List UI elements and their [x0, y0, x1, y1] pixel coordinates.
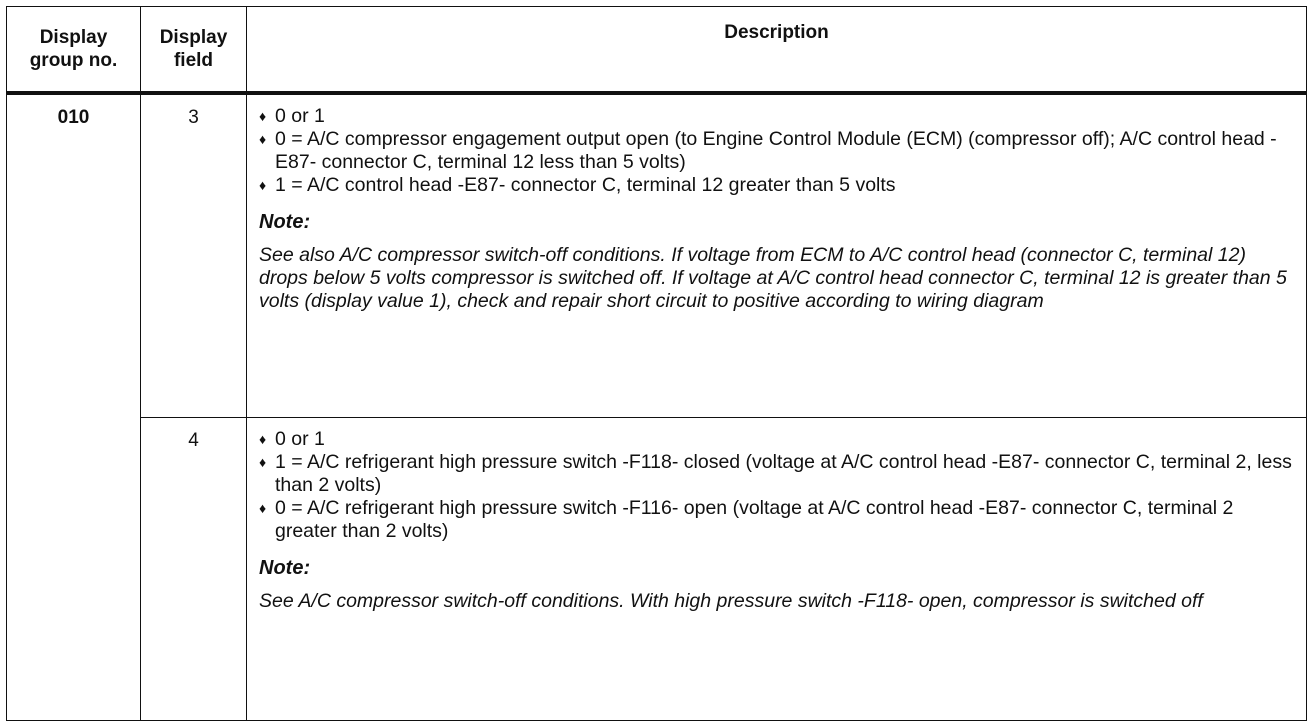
header-display-field — [141, 7, 247, 94]
table-row — [7, 93, 1307, 418]
bullet-text: 0 or 1 — [275, 428, 325, 450]
display-group-table — [6, 6, 1307, 721]
bullet-item — [259, 428, 1300, 451]
note-heading: Note: — [259, 557, 311, 579]
bullet-list — [259, 428, 1300, 543]
bullet-item — [259, 451, 1300, 497]
note-text: See also A/C compressor switch-off conditions. If voltage from ECM to A/C control head (connector C, terminal 12) drops below 5 volts compressor is switched off. If voltage at A/C control head connector C, terminal 12 is greater than 5 volts (display value 1), check and repair short circuit to positive according to wiring diagram — [259, 244, 1287, 312]
display-field-number: 3 — [141, 93, 247, 418]
display-group-number: 010 — [7, 93, 141, 721]
bullet-item — [259, 497, 1300, 543]
note-heading: Note: — [259, 211, 311, 233]
header-description: Description — [247, 7, 1307, 94]
bullet-text: 0 or 1 — [275, 105, 325, 127]
header-group-line1: Display — [39, 27, 108, 48]
description-cell — [247, 93, 1307, 418]
diamond-bullet-icon: ♦ — [259, 454, 267, 470]
bullet-text: 0 = A/C refrigerant high pressure switch -F116- open (voltage at A/C control head -E87- connector C, terminal 2 greater than 2 volts) — [275, 497, 1234, 542]
document-page — [6, 6, 1306, 682]
diamond-bullet-icon: ♦ — [259, 177, 267, 193]
header-row — [7, 7, 1307, 94]
bullet-item — [259, 174, 1300, 197]
note-text: See A/C compressor switch-off conditions. With high pressure switch -F118- open, compressor is switched off — [259, 590, 1203, 612]
diamond-bullet-icon: ♦ — [259, 131, 267, 147]
bullet-item — [259, 128, 1300, 174]
bullet-list — [259, 105, 1300, 197]
diamond-bullet-icon: ♦ — [259, 431, 267, 447]
bullet-text: 1 = A/C refrigerant high pressure switch -F118- closed (voltage at A/C control head -E87- connector C, terminal 2, less than 2 volts) — [275, 451, 1292, 496]
diamond-bullet-icon: ♦ — [259, 108, 267, 124]
display-field-number: 4 — [141, 418, 247, 721]
header-display-group-no — [7, 7, 141, 94]
table-row — [7, 418, 1307, 721]
bullet-text: 0 = A/C compressor engagement output open (to Engine Control Module (ECM) (compressor off); A/C control head -E87- connector C, terminal 12 less than 5 volts) — [275, 128, 1277, 173]
header-field-line1: Display — [159, 27, 228, 48]
header-group-line2: group no. — [29, 50, 118, 71]
description-cell — [247, 418, 1307, 721]
bullet-text: 1 = A/C control head -E87- connector C, terminal 12 greater than 5 volts — [275, 174, 896, 196]
header-field-line2: field — [173, 50, 214, 71]
bullet-item — [259, 105, 1300, 128]
diamond-bullet-icon: ♦ — [259, 500, 267, 516]
